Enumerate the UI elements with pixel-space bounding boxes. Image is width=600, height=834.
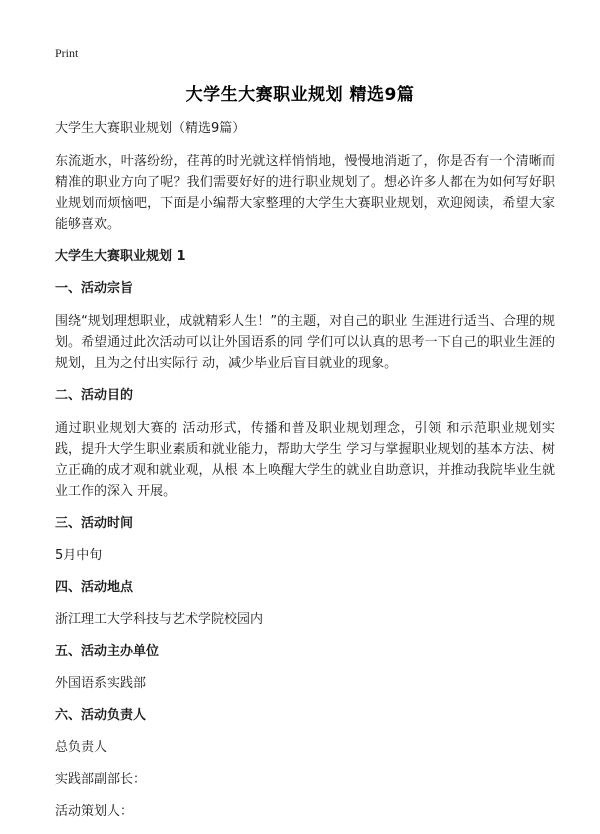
heading-goal: 二、活动目的 — [55, 388, 134, 403]
heading-purpose: 一、活动宗旨 — [55, 281, 134, 296]
heading-responsible: 六、活动负责人 — [55, 708, 147, 723]
text-organizer: 外国语系实践部 — [55, 676, 147, 691]
paragraph-purpose: 围绕“规划理想职业，成就精彩人生！”的主题，对自己的职业 生涯进行适当、合理的规划。希望通过此次活动可以让外国语系的同 学们可以认真的思考一下自己的职业生涯的规划，且为之付出实际行 动，减少毕业后盲目就业的现象。 — [55, 314, 555, 371]
text-chief: 总负责人 — [55, 740, 108, 755]
section-title: 大学生大赛职业规划 1 — [55, 249, 186, 264]
paragraph-goal: 通过职业规划大赛的 活动形式，传播和普及职业规划理念，引领 和示范职业规划实践，提升大学生职业素质和就业能力，帮助大学生 学习与掌握职业规划的基本方法、树立正确的成才观和就业观，从根 本上唤醒大学生的就业自助意识，并推动我院毕业生就业工作的深入 开展。 — [55, 421, 555, 499]
print-label: Print — [55, 46, 79, 60]
heading-organizer: 五、活动主办单位 — [55, 644, 160, 659]
heading-location: 四、活动地点 — [55, 580, 134, 595]
text-deputy: 实践部副部长： — [55, 772, 147, 787]
intro-paragraph: 东流逝水，叶落纷纷，荏苒的时光就这样悄悄地，慢慢地消逝了，你是否有一个清晰而精准的职业方向了呢？我们需要好好的进行职业规划了。想必许多人都在为如何写好职业规划而烦恼吧，下面是小编帮大家整理的大学生大赛职业规划，欢迎阅读，希望大家能够喜欢。 — [55, 154, 555, 232]
document-body — [55, 119, 555, 834]
text-planner: 活动策划人： — [55, 804, 134, 819]
document-title: 大学生大赛职业规划 精选9篇 — [185, 85, 415, 105]
text-location: 浙江理工大学科技与艺术学院校园内 — [55, 612, 264, 627]
text-time: 5月中旬 — [55, 548, 103, 563]
heading-time: 三、活动时间 — [55, 516, 134, 531]
document-subtitle: 大学生大赛职业规划（精选9篇） — [55, 121, 246, 136]
